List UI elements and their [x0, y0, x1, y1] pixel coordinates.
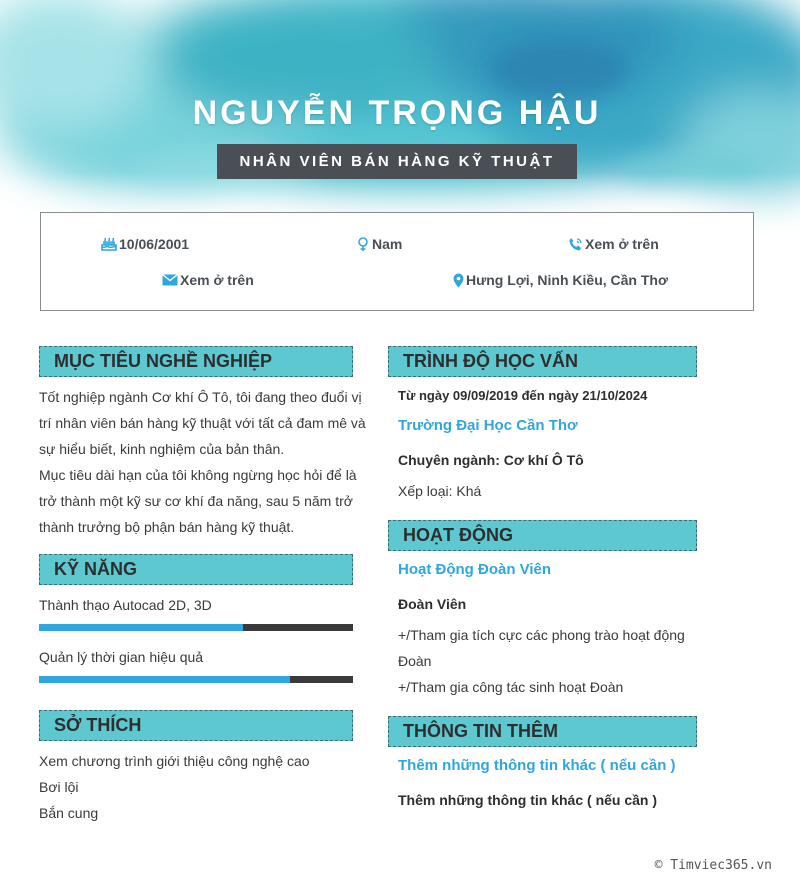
skill-level-bar [39, 624, 353, 631]
hobbies-heading: SỞ THÍCH [39, 710, 353, 741]
hobby-item: Bơi lội [39, 779, 79, 795]
objective-line: sự hiểu biết, kinh nghiệm của bản thân. [39, 441, 285, 457]
activity-line: +/Tham gia tích cực các phong trào hoạt động [398, 627, 685, 643]
objective-line: Tốt nghiệp ngành Cơ khí Ô Tô, tôi đang theo đuổi vị [39, 389, 362, 405]
activity-role: Đoàn Viên [398, 596, 467, 612]
activity-line: +/Tham gia công tác sinh hoạt Đoàn [398, 679, 624, 695]
activity-organization: Hoạt Động Đoàn Viên [398, 561, 552, 578]
objective-line: thành trưởng bộ phận bán hàng kỹ thuật. [39, 519, 295, 535]
birthday-value: 10/06/2001 [119, 236, 190, 252]
objective-heading: MỤC TIÊU NGHỀ NGHIỆP [39, 346, 353, 377]
gender-item [356, 236, 402, 252]
additional-info-link: Thêm những thông tin khác ( nếu cần ) [398, 757, 676, 774]
address-value: Hưng Lợi, Ninh Kiều, Cần Thơ [466, 272, 668, 288]
phone-icon [568, 237, 583, 252]
additional-info-text: Thêm những thông tin khác ( nếu cần ) [398, 792, 658, 808]
skill-label: Quản lý thời gian hiệu quả [39, 649, 204, 665]
additional-info-heading: THÔNG TIN THÊM [388, 716, 697, 747]
hobby-item: Xem chương trình giới thiệu công nghệ cao [39, 753, 310, 769]
birthday-item [101, 236, 189, 252]
skills-heading: KỸ NĂNG [39, 554, 353, 585]
cake-icon [101, 237, 117, 251]
personal-info-box [40, 212, 754, 311]
phone-item [568, 236, 659, 252]
envelope-icon [162, 274, 178, 286]
objective-line: trí nhân viên bán hàng kỹ thuật với tất cả đam mê và [39, 415, 366, 431]
female-gender-icon [356, 237, 370, 252]
email-value: Xem ở trên [180, 272, 254, 288]
phone-value: Xem ở trên [585, 236, 659, 252]
activity-line: Đoàn [398, 653, 432, 669]
education-major: Chuyên ngành: Cơ khí Ô Tô [398, 452, 584, 468]
job-position-badge: NHÂN VIÊN BÁN HÀNG KỸ THUẬT [217, 144, 577, 179]
copyright-footer: © Timviec365.vn [654, 858, 772, 873]
gender-value: Nam [372, 236, 403, 252]
education-heading: TRÌNH ĐỘ HỌC VẤN [388, 346, 697, 377]
skill-level-fill [39, 624, 243, 631]
skill-label: Thành thạo Autocad 2D, 3D [39, 597, 212, 613]
education-dates: Từ ngày 09/09/2019 đến ngày 21/10/2024 [398, 388, 648, 403]
map-pin-icon [453, 273, 464, 288]
objective-line: trở thành một kỹ sư cơ khí đa năng, sau 5 năm trở [39, 493, 353, 509]
skill-level-bar [39, 676, 353, 683]
education-school: Trường Đại Học Cần Thơ [398, 417, 578, 434]
objective-line: Mục tiêu dài hạn của tôi không ngừng học hỏi để là [39, 467, 357, 483]
address-item [453, 272, 668, 288]
email-item [162, 272, 254, 288]
education-rank: Xếp loại: Khá [398, 483, 482, 499]
activities-heading: HOẠT ĐỘNG [388, 520, 697, 551]
candidate-name: NGUYỄN TRỌNG HẬU [192, 94, 602, 132]
hobby-item: Bắn cung [39, 805, 99, 821]
skill-level-fill [39, 676, 290, 683]
